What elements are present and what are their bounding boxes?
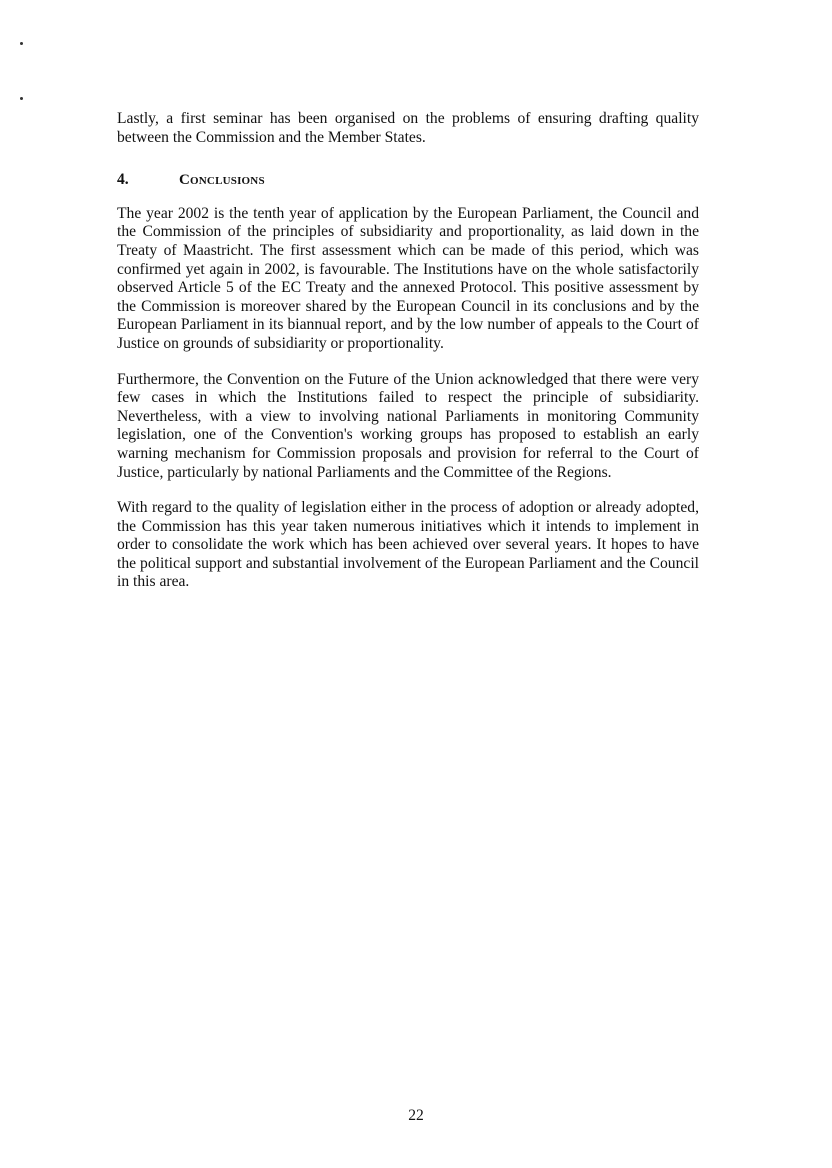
- section-heading: [117, 171, 699, 190]
- page-number: 22: [408, 1107, 424, 1124]
- intro-paragraph: Lastly, a first seminar has been organised on the problems of ensuring drafting quality between the Commission and the Member States.: [117, 110, 699, 146]
- scan-speck: [20, 97, 23, 100]
- scan-speck: [20, 42, 23, 45]
- body-paragraph: Furthermore, the Convention on the Future of the Union acknowledged that there were very few cases in which the Institutions failed to respect the principle of subsidiarity. Nevertheless, with a view to involving national Parliaments in monitoring Community legislation, one of the Convention's working groups has proposed to establish an early warning mechanism for Commission proposals and provision for referral to the Court of Justice, particularly by national Parliaments and the Committee of the Regions.: [117, 370, 699, 481]
- body-paragraph: The year 2002 is the tenth year of application by the European Parliament, the Council and the Commission of the principles of subsidiarity and proportionality, as laid down in the Treaty of Maastricht. The first assessment which can be made of this period, which was confirmed yet again in 2002, is favourable. The Institutions have on the whole satisfactorily observed Article 5 of the EC Treaty and the annexed Protocol. This positive assessment by the Commission is moreover shared by the European Council in its conclusions and by the European Parliament in its biannual report, and by the low number of appeals to the Court of Justice on grounds of subsidiarity or proportionality.: [117, 204, 699, 352]
- section-title: Conclusions: [179, 172, 265, 189]
- page-body: [117, 110, 699, 592]
- section-number: 4.: [117, 171, 129, 189]
- body-paragraph: With regard to the quality of legislation either in the process of adoption or already adopted, the Commission has this year taken numerous initiatives which it intends to implement in order to consolidate the work which has been achieved over several years. It hopes to have the political support and substantial involvement of the European Parliament and the Council in this area.: [117, 499, 699, 591]
